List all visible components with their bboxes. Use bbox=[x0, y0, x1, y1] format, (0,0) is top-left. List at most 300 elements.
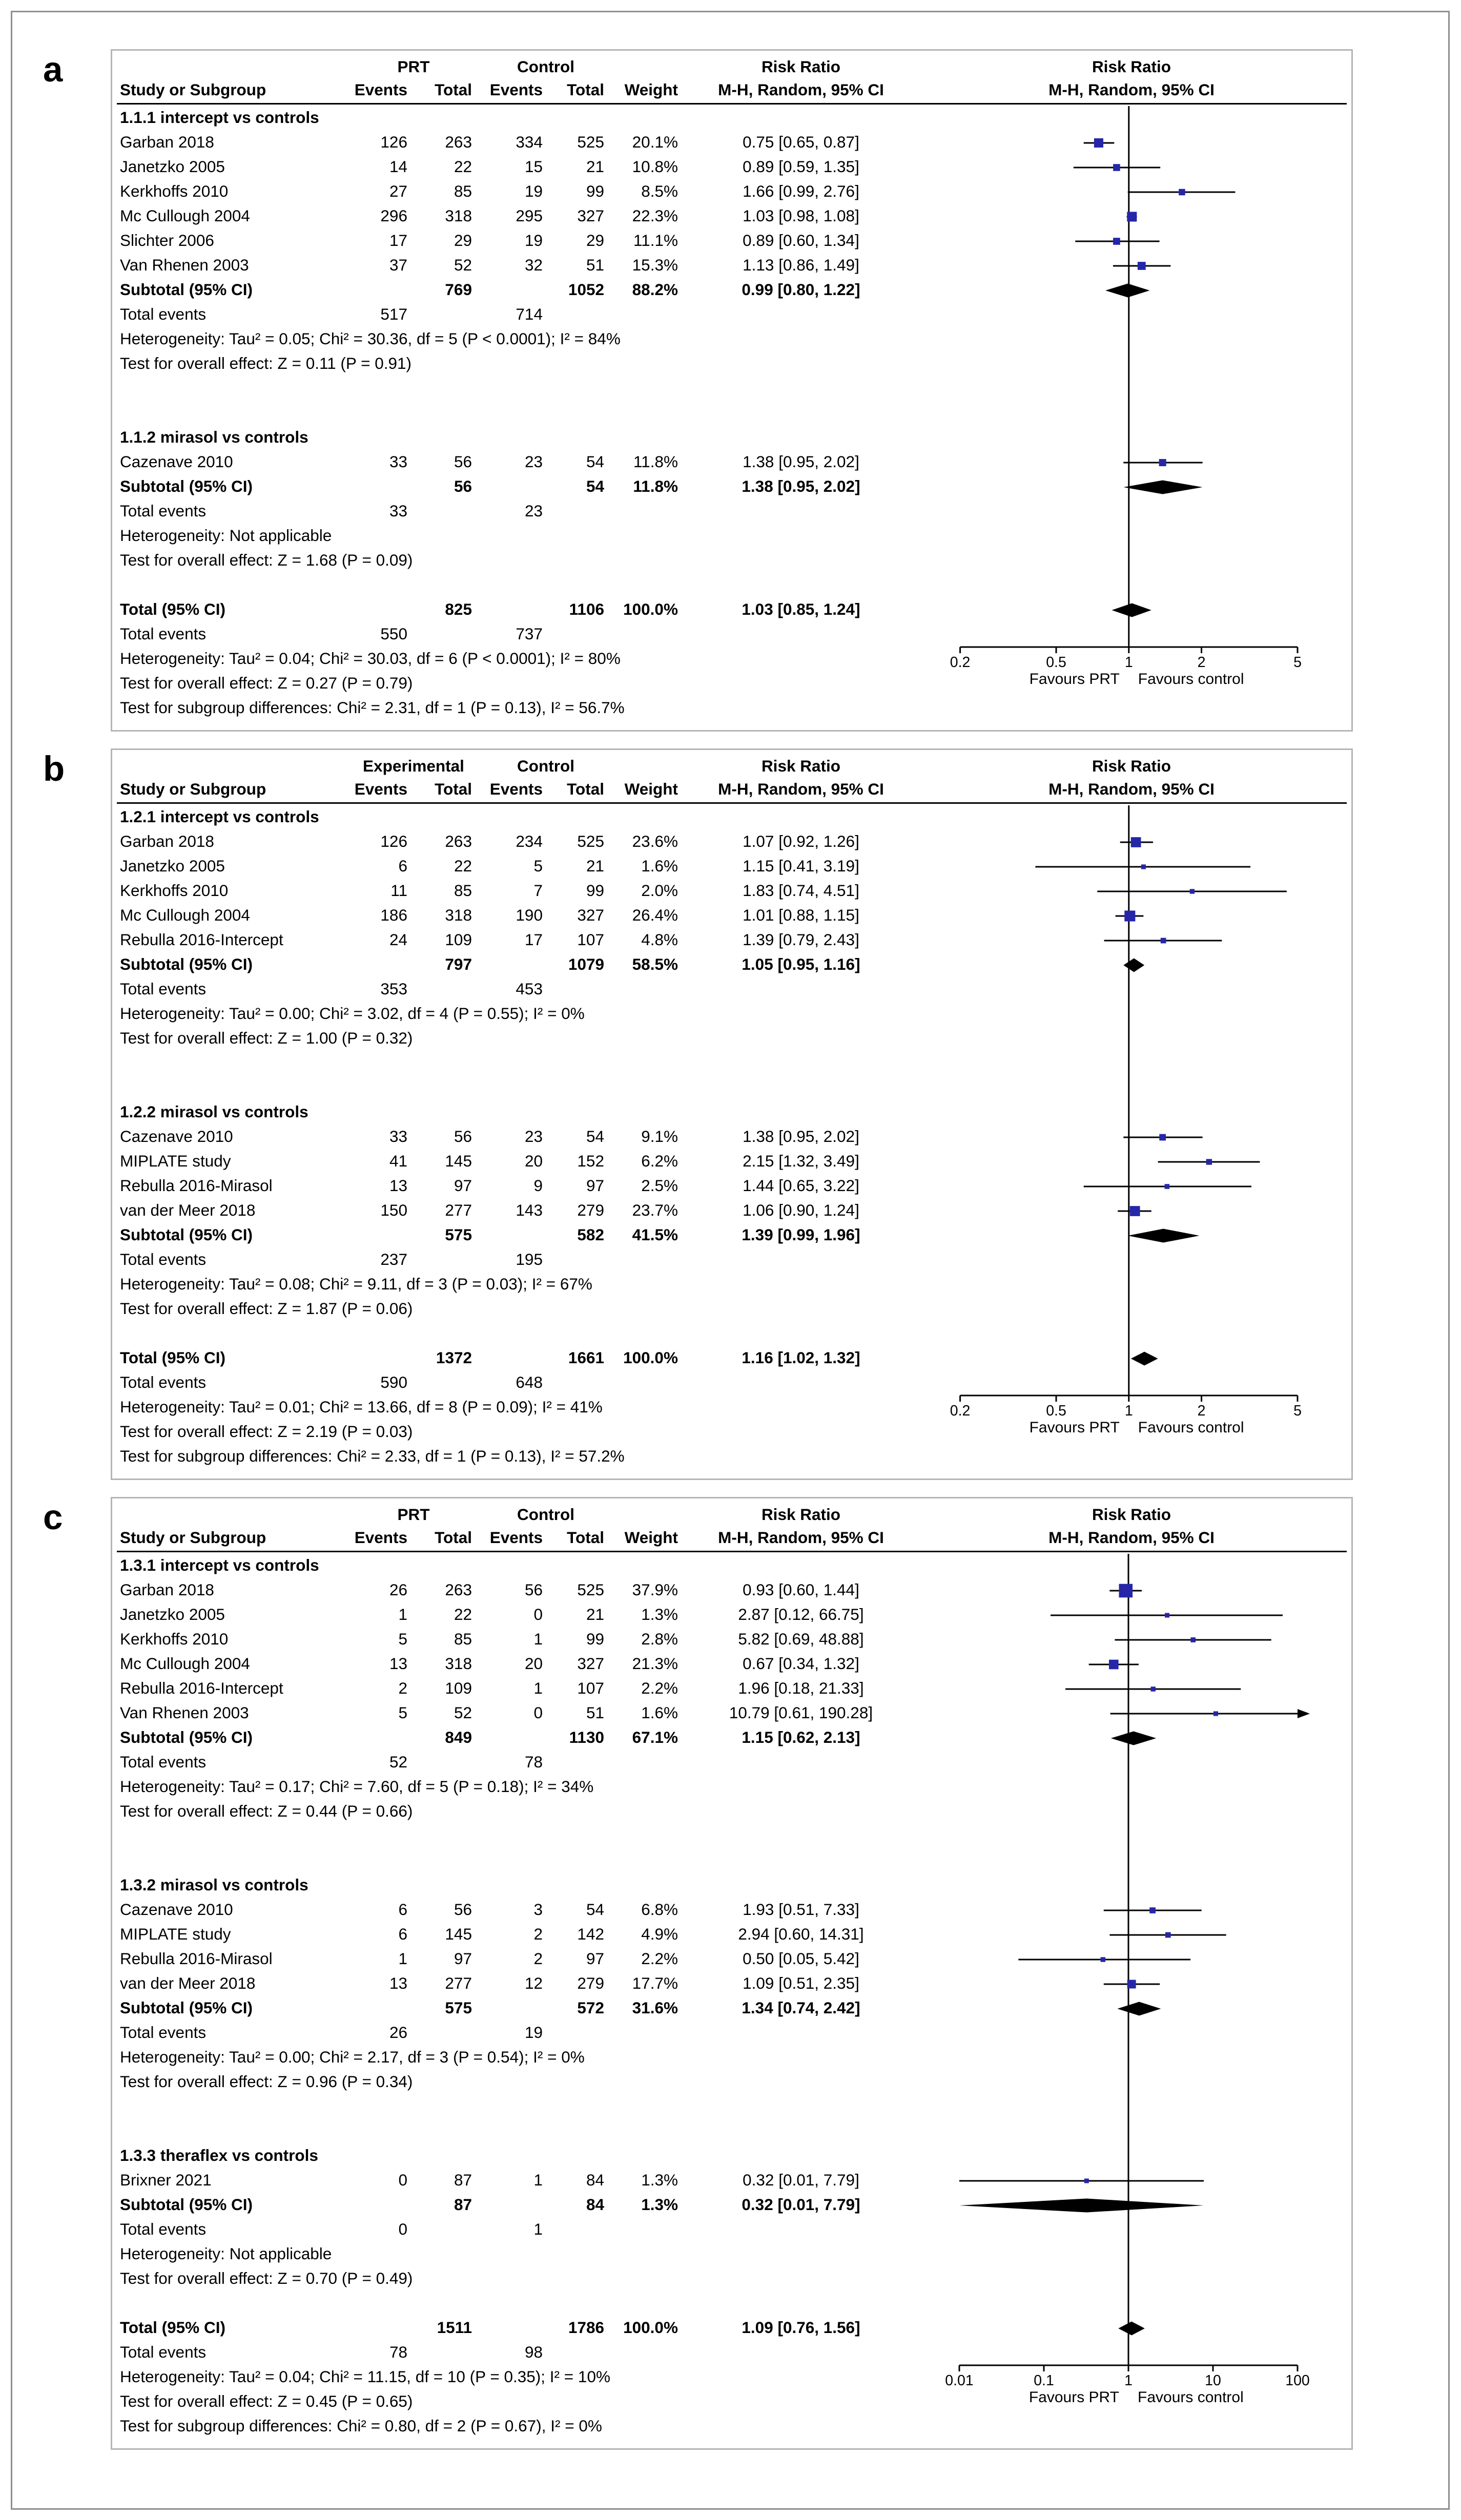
panel-label: a bbox=[43, 49, 63, 89]
study-name: Mc Cullough 2004 bbox=[120, 907, 250, 925]
weight-cell: 10.8% bbox=[632, 158, 678, 177]
events2-col-header: Events bbox=[489, 81, 543, 100]
total2-cell: 21 bbox=[586, 158, 604, 177]
total2-cell: 84 bbox=[586, 2196, 604, 2215]
heterogeneity-row-text: Heterogeneity: Not applicable bbox=[120, 527, 332, 546]
study-name: Mc Cullough 2004 bbox=[120, 1655, 250, 1674]
total1-cell: 575 bbox=[445, 1226, 472, 1245]
effect-square bbox=[1138, 262, 1146, 270]
events2-col-header: Events bbox=[489, 781, 543, 799]
total2-cell: 99 bbox=[586, 882, 604, 901]
ci-label: 0.32 [0.01, 7.79] bbox=[742, 2196, 860, 2215]
total1-col-header: Total bbox=[435, 81, 472, 100]
events1-cell: 150 bbox=[380, 1202, 407, 1220]
weight-cell: 20.1% bbox=[632, 134, 678, 152]
total1-col-header: Total bbox=[435, 1529, 472, 1548]
pooled-diamond bbox=[1111, 1732, 1156, 1745]
ci-label: 10.79 [0.61, 190.28] bbox=[729, 1704, 873, 1723]
pooled-diamond bbox=[1112, 603, 1151, 617]
total2-cell: 525 bbox=[577, 134, 604, 152]
events1-cell: 186 bbox=[380, 907, 407, 925]
total1-cell: 825 bbox=[445, 601, 472, 619]
weight-cell: 100.0% bbox=[623, 1349, 678, 1368]
total2-cell: 327 bbox=[577, 207, 604, 226]
total2-cell: 1661 bbox=[568, 1349, 604, 1368]
total2-cell: 525 bbox=[577, 1581, 604, 1600]
study-name: Janetzko 2005 bbox=[120, 1606, 225, 1625]
events2-cell: 7 bbox=[533, 882, 543, 901]
effect-square bbox=[1150, 1686, 1155, 1691]
forest-panel-a bbox=[111, 49, 1353, 732]
weight-cell: 41.5% bbox=[632, 1226, 678, 1245]
weight-cell: 11.1% bbox=[633, 232, 678, 251]
effect-square bbox=[1149, 1907, 1156, 1913]
events1-cell: 26 bbox=[389, 2024, 407, 2043]
axis-tick-label: 2 bbox=[1197, 1403, 1206, 1419]
events2-cell: 0 bbox=[533, 1704, 543, 1723]
total-events-label: Total events bbox=[120, 626, 207, 644]
axis-tick-label: 1 bbox=[1124, 654, 1133, 671]
effect-square bbox=[1165, 1613, 1169, 1617]
panel-label: b bbox=[43, 748, 65, 788]
method-plot-header: M-H, Random, 95% CI bbox=[1048, 781, 1215, 799]
study-name: Kerkhoffs 2010 bbox=[120, 183, 229, 201]
events2-cell: 0 bbox=[533, 1606, 543, 1625]
total2-cell: 99 bbox=[586, 183, 604, 201]
events2-cell: 20 bbox=[524, 1655, 543, 1674]
subgroup-test-row-text: Test for subgroup differences: Chi² = 2.31, df = 1 (P = 0.13), I² = 56.7% bbox=[120, 699, 625, 718]
group2-header: Control bbox=[517, 58, 574, 77]
total2-cell: 1079 bbox=[568, 956, 604, 974]
effect-square bbox=[1190, 889, 1195, 893]
weight-cell: 37.9% bbox=[632, 1581, 678, 1600]
study-name: van der Meer 2018 bbox=[120, 1975, 256, 1993]
total2-cell: 99 bbox=[586, 1631, 604, 1649]
total1-cell: 277 bbox=[445, 1975, 472, 1993]
total-events-label: Total events bbox=[120, 1754, 207, 1772]
events1-cell: 1 bbox=[398, 1950, 407, 1969]
effect-square bbox=[1165, 1932, 1171, 1938]
subgroup-test-row-text: Test for subgroup differences: Chi² = 2.33, df = 1 (P = 0.13), I² = 57.2% bbox=[120, 1448, 625, 1466]
events2-cell: 20 bbox=[524, 1153, 543, 1171]
events2-cell: 648 bbox=[516, 1374, 543, 1392]
axis-tick-label: 0.5 bbox=[1046, 654, 1066, 671]
total2-cell: 1106 bbox=[569, 601, 604, 619]
total2-cell: 525 bbox=[577, 833, 604, 851]
weight-cell: 21.3% bbox=[632, 1655, 678, 1674]
weight-cell: 67.1% bbox=[632, 1729, 678, 1747]
events2-cell: 12 bbox=[524, 1975, 543, 1993]
ci-label: 0.89 [0.60, 1.34] bbox=[743, 232, 859, 251]
group2-header: Control bbox=[517, 1506, 574, 1525]
events2-cell: 19 bbox=[524, 2024, 543, 2043]
events2-cell: 1 bbox=[533, 2221, 543, 2239]
risk-ratio-plot-header: Risk Ratio bbox=[1092, 58, 1171, 77]
total2-col-header: Total bbox=[567, 1529, 604, 1548]
heterogeneity-row-text: Heterogeneity: Tau² = 0.17; Chi² = 7.60, df = 5 (P = 0.18); I² = 34% bbox=[120, 1778, 594, 1797]
total1-cell: 145 bbox=[445, 1926, 472, 1944]
header-row-columns bbox=[117, 779, 1347, 802]
events2-cell: 19 bbox=[524, 232, 543, 251]
heterogeneity-row-text: Heterogeneity: Tau² = 0.00; Chi² = 3.02, df = 4 (P = 0.55); I² = 0% bbox=[120, 1005, 585, 1024]
events2-cell: 23 bbox=[524, 453, 543, 472]
total2-cell: 29 bbox=[586, 232, 604, 251]
heterogeneity-row-text: Heterogeneity: Not applicable bbox=[120, 2245, 332, 2264]
events2-cell: 9 bbox=[533, 1177, 543, 1196]
weight-col-header: Weight bbox=[624, 1529, 678, 1548]
total2-cell: 54 bbox=[586, 453, 604, 472]
study-name: Cazenave 2010 bbox=[120, 1128, 233, 1147]
total-events-label: Total events bbox=[120, 2344, 207, 2362]
events1-cell: 13 bbox=[389, 1655, 407, 1674]
total1-cell: 1511 bbox=[437, 2319, 472, 2338]
weight-cell: 2.2% bbox=[641, 1680, 678, 1698]
ci-label: 1.15 [0.62, 2.13] bbox=[742, 1729, 860, 1747]
weight-cell: 88.2% bbox=[632, 281, 678, 300]
effect-square bbox=[1094, 138, 1103, 148]
favours-right-label: Favours control bbox=[1138, 2389, 1244, 2406]
effect-square bbox=[1159, 1134, 1166, 1141]
ci-label: 5.82 [0.69, 48.88] bbox=[738, 1631, 864, 1649]
weight-cell: 6.2% bbox=[641, 1153, 678, 1171]
total-events-label: Total events bbox=[120, 2024, 207, 2043]
total1-cell: 277 bbox=[445, 1202, 472, 1220]
events1-col-header: Events bbox=[354, 781, 407, 799]
ci-label: 1.66 [0.99, 2.76] bbox=[743, 183, 859, 201]
total2-cell: 279 bbox=[577, 1202, 604, 1220]
ci-label: 1.03 [0.85, 1.24] bbox=[742, 601, 860, 619]
effect-square bbox=[1101, 1957, 1105, 1962]
ci-label: 1.38 [0.95, 2.02] bbox=[743, 453, 859, 472]
events2-cell: 334 bbox=[516, 134, 543, 152]
ci-label: 1.39 [0.79, 2.43] bbox=[743, 931, 859, 950]
events1-cell: 2 bbox=[398, 1680, 407, 1698]
total2-cell: 54 bbox=[586, 1901, 604, 1920]
plot-body bbox=[117, 805, 1347, 1469]
header-row-groups bbox=[117, 1505, 1347, 1528]
events2-cell: 17 bbox=[524, 931, 543, 950]
events2-col-header: Events bbox=[489, 1529, 543, 1548]
total1-cell: 109 bbox=[445, 1680, 472, 1698]
events2-cell: 143 bbox=[516, 1202, 543, 1220]
risk-ratio-plot-header: Risk Ratio bbox=[1092, 758, 1171, 776]
events2-cell: 23 bbox=[524, 1128, 543, 1147]
weight-cell: 2.8% bbox=[641, 1631, 678, 1649]
method-plot-header: M-H, Random, 95% CI bbox=[1048, 1529, 1215, 1548]
ci-label: 1.34 [0.74, 2.42] bbox=[742, 2000, 860, 2018]
events1-cell: 237 bbox=[380, 1251, 407, 1269]
effect-square bbox=[1159, 459, 1166, 466]
total2-cell: 142 bbox=[577, 1926, 604, 1944]
weight-cell: 58.5% bbox=[632, 956, 678, 974]
overall-effect-row-text: Test for overall effect: Z = 2.19 (P = 0.03) bbox=[120, 1423, 413, 1442]
events2-cell: 19 bbox=[524, 183, 543, 201]
effect-square bbox=[1141, 864, 1146, 869]
effect-square bbox=[1161, 938, 1166, 944]
weight-col-header: Weight bbox=[624, 81, 678, 100]
total-events-label: Total events bbox=[120, 306, 207, 324]
study-name: Brixner 2021 bbox=[120, 2172, 212, 2190]
pooled-diamond bbox=[1131, 1352, 1158, 1366]
weight-cell: 1.3% bbox=[641, 2172, 678, 2190]
forest-plot bbox=[916, 1554, 1347, 2442]
weight-cell: 15.3% bbox=[632, 257, 678, 275]
method-plot-header: M-H, Random, 95% CI bbox=[1048, 81, 1215, 100]
total1-cell: 22 bbox=[454, 1606, 472, 1625]
events1-cell: 6 bbox=[398, 858, 407, 876]
overall-effect-row-text: Test for overall effect: Z = 0.45 (P = 0.65) bbox=[120, 2393, 413, 2411]
effect-square bbox=[1113, 238, 1120, 245]
events2-cell: 23 bbox=[524, 503, 543, 521]
section-title: 1.3.1 intercept vs controls bbox=[120, 1557, 319, 1575]
study-name: Cazenave 2010 bbox=[120, 453, 233, 472]
weight-col-header: Weight bbox=[624, 781, 678, 799]
heterogeneity-row-text: Heterogeneity: Tau² = 0.04; Chi² = 30.03, df = 6 (P < 0.0001); I² = 80% bbox=[120, 650, 621, 669]
events1-cell: 5 bbox=[398, 1631, 407, 1649]
weight-cell: 100.0% bbox=[623, 601, 678, 619]
axis-tick-label: 0.01 bbox=[945, 2372, 974, 2389]
subtotal-row-name: Subtotal (95% CI) bbox=[120, 2196, 253, 2215]
total1-cell: 52 bbox=[454, 257, 472, 275]
total2-col-header: Total bbox=[567, 81, 604, 100]
ci-label: 1.03 [0.98, 1.08] bbox=[743, 207, 859, 226]
overall-effect-row-text: Test for overall effect: Z = 1.87 (P = 0.06) bbox=[120, 1300, 413, 1319]
effect-square bbox=[1084, 2178, 1089, 2183]
weight-cell: 1.3% bbox=[641, 2196, 678, 2215]
events1-cell: 0 bbox=[398, 2172, 407, 2190]
favours-right-label: Favours control bbox=[1138, 1419, 1244, 1436]
overall-effect-row-text: Test for overall effect: Z = 0.11 (P = 0.91) bbox=[120, 355, 412, 373]
total1-cell: 56 bbox=[454, 1128, 472, 1147]
events1-cell: 517 bbox=[380, 306, 407, 324]
study-name: Kerkhoffs 2010 bbox=[120, 1631, 229, 1649]
events1-cell: 6 bbox=[398, 1926, 407, 1944]
study-col-header: Study or Subgroup bbox=[120, 81, 266, 100]
weight-cell: 2.2% bbox=[641, 1950, 678, 1969]
weight-cell: 8.5% bbox=[641, 183, 678, 201]
events1-cell: 11 bbox=[390, 882, 407, 901]
ci-label: 2.94 [0.60, 14.31] bbox=[738, 1926, 864, 1944]
ci-label: 1.93 [0.51, 7.33] bbox=[743, 1901, 859, 1920]
study-name: Rebulla 2016-Mirasol bbox=[120, 1950, 273, 1969]
method-col-header: M-H, Random, 95% CI bbox=[718, 81, 884, 100]
total1-cell: 145 bbox=[445, 1153, 472, 1171]
heterogeneity-row-text: Heterogeneity: Tau² = 0.00; Chi² = 2.17, df = 3 (P = 0.54); I² = 0% bbox=[120, 2049, 585, 2067]
subgroup-test-row-text: Test for subgroup differences: Chi² = 0.80, df = 2 (P = 0.67), I² = 0% bbox=[120, 2418, 602, 2436]
risk-ratio-header: Risk Ratio bbox=[761, 758, 841, 776]
pooled-diamond bbox=[1117, 2002, 1161, 2016]
events2-cell: 1 bbox=[533, 2172, 543, 2190]
weight-cell: 4.9% bbox=[641, 1926, 678, 1944]
overall-effect-row-text: Test for overall effect: Z = 0.96 (P = 0.34) bbox=[120, 2073, 413, 2092]
total2-col-header: Total bbox=[567, 781, 604, 799]
study-name: Van Rhenen 2003 bbox=[120, 257, 249, 275]
axis-tick-label: 1 bbox=[1124, 2372, 1133, 2389]
subtotal-row-name: Subtotal (95% CI) bbox=[120, 1729, 253, 1747]
total-events-label: Total events bbox=[120, 503, 207, 521]
events1-cell: 52 bbox=[389, 1754, 407, 1772]
plot-body bbox=[117, 106, 1347, 721]
total1-cell: 263 bbox=[445, 134, 472, 152]
effect-square bbox=[1113, 164, 1120, 171]
events2-cell: 78 bbox=[524, 1754, 543, 1772]
total1-cell: 849 bbox=[445, 1729, 472, 1747]
total1-cell: 318 bbox=[445, 207, 472, 226]
study-col-header: Study or Subgroup bbox=[120, 781, 266, 799]
events2-cell: 5 bbox=[533, 858, 543, 876]
total2-cell: 21 bbox=[586, 858, 604, 876]
pooled-diamond bbox=[1123, 959, 1144, 972]
axis-tick-label: 10 bbox=[1205, 2372, 1221, 2389]
total2-cell: 582 bbox=[577, 1226, 604, 1245]
overall-effect-row-text: Test for overall effect: Z = 1.00 (P = 0.32) bbox=[120, 1030, 413, 1048]
events1-cell: 13 bbox=[389, 1975, 407, 1993]
study-name: MIPLATE study bbox=[120, 1926, 231, 1944]
heterogeneity-row-text: Heterogeneity: Tau² = 0.08; Chi² = 9.11, df = 3 (P = 0.03); I² = 67% bbox=[120, 1276, 592, 1294]
section-title: 1.1.2 mirasol vs controls bbox=[120, 429, 308, 447]
weight-cell: 17.7% bbox=[632, 1975, 678, 1993]
total1-cell: 22 bbox=[454, 858, 472, 876]
events2-cell: 190 bbox=[516, 907, 543, 925]
effect-square bbox=[1124, 910, 1135, 921]
section-title: 1.2.2 mirasol vs controls bbox=[120, 1103, 308, 1122]
total2-cell: 279 bbox=[577, 1975, 604, 1993]
ci-label: 1.16 [1.02, 1.32] bbox=[742, 1349, 860, 1368]
study-name: Cazenave 2010 bbox=[120, 1901, 233, 1920]
ci-label: 0.67 [0.34, 1.32] bbox=[743, 1655, 859, 1674]
events1-cell: 14 bbox=[389, 158, 407, 177]
total1-cell: 263 bbox=[445, 1581, 472, 1600]
axis-tick-label: 0.2 bbox=[950, 654, 971, 671]
ci-label: 1.38 [0.95, 2.02] bbox=[743, 1128, 859, 1147]
subtotal-row-name: Subtotal (95% CI) bbox=[120, 478, 253, 496]
favours-right-label: Favours control bbox=[1138, 671, 1244, 688]
events1-cell: 13 bbox=[389, 1177, 407, 1196]
forest-plot bbox=[916, 106, 1347, 724]
total1-cell: 318 bbox=[445, 1655, 472, 1674]
weight-cell: 100.0% bbox=[623, 2319, 678, 2338]
section-title: 1.3.3 theraflex vs controls bbox=[120, 2147, 318, 2165]
total-events-label: Total events bbox=[120, 1374, 207, 1392]
effect-square bbox=[1165, 1184, 1170, 1189]
overall-effect-row-text: Test for overall effect: Z = 0.27 (P = 0.79) bbox=[120, 675, 413, 693]
ci-label: 0.89 [0.59, 1.35] bbox=[743, 158, 859, 177]
weight-cell: 26.4% bbox=[632, 907, 678, 925]
ci-label: 0.99 [0.80, 1.22] bbox=[742, 281, 860, 300]
total1-cell: 52 bbox=[454, 1704, 472, 1723]
weight-cell: 1.6% bbox=[641, 1704, 678, 1723]
events1-cell: 590 bbox=[380, 1374, 407, 1392]
total1-cell: 109 bbox=[445, 931, 472, 950]
events2-cell: 32 bbox=[524, 257, 543, 275]
total2-cell: 97 bbox=[586, 1177, 604, 1196]
total-events-label: Total events bbox=[120, 2221, 207, 2239]
total1-cell: 575 bbox=[445, 2000, 472, 2018]
events1-cell: 17 bbox=[389, 232, 407, 251]
total1-cell: 85 bbox=[454, 1631, 472, 1649]
total2-cell: 54 bbox=[586, 1128, 604, 1147]
events1-cell: 5 bbox=[398, 1704, 407, 1723]
effect-square bbox=[1127, 1980, 1136, 1989]
total1-cell: 56 bbox=[454, 1901, 472, 1920]
weight-cell: 2.5% bbox=[641, 1177, 678, 1196]
total1-cell: 56 bbox=[454, 453, 472, 472]
pooled-diamond bbox=[1128, 1229, 1200, 1243]
ci-label: 1.07 [0.92, 1.26] bbox=[743, 833, 859, 851]
ci-label: 2.87 [0.12, 66.75] bbox=[738, 1606, 864, 1625]
weight-cell: 22.3% bbox=[632, 207, 678, 226]
weight-cell: 6.8% bbox=[641, 1901, 678, 1920]
heterogeneity-row-text: Heterogeneity: Tau² = 0.05; Chi² = 30.36, df = 5 (P < 0.0001); I² = 84% bbox=[120, 330, 621, 349]
events2-cell: 234 bbox=[516, 833, 543, 851]
axis-tick-label: 0.1 bbox=[1034, 2372, 1054, 2389]
events2-cell: 195 bbox=[516, 1251, 543, 1269]
weight-cell: 11.8% bbox=[633, 453, 678, 472]
events2-cell: 56 bbox=[524, 1581, 543, 1600]
favours-left-label: Favours PRT bbox=[1029, 671, 1120, 688]
weight-cell: 1.3% bbox=[641, 1606, 678, 1625]
axis-tick-label: 0.5 bbox=[1046, 1403, 1066, 1419]
group1-header: Experimental bbox=[363, 758, 464, 776]
forest-panel-row bbox=[43, 1497, 1461, 2450]
subtotal-row-name: Subtotal (95% CI) bbox=[120, 281, 253, 300]
total2-cell: 327 bbox=[577, 1655, 604, 1674]
forest-plot bbox=[916, 805, 1347, 1472]
events1-cell: 37 bbox=[389, 257, 407, 275]
study-col-header: Study or Subgroup bbox=[120, 1529, 266, 1548]
total1-cell: 56 bbox=[454, 478, 472, 496]
total2-cell: 54 bbox=[586, 478, 604, 496]
events1-col-header: Events bbox=[354, 81, 407, 100]
study-name: van der Meer 2018 bbox=[120, 1202, 256, 1220]
events1-cell: 41 bbox=[389, 1153, 407, 1171]
total1-cell: 769 bbox=[445, 281, 472, 300]
total2-cell: 107 bbox=[577, 931, 604, 950]
ci-label: 1.15 [0.41, 3.19] bbox=[743, 858, 859, 876]
ci-label: 1.13 [0.86, 1.49] bbox=[743, 257, 859, 275]
effect-square bbox=[1131, 837, 1141, 847]
plot-header bbox=[117, 756, 1347, 804]
ci-label: 1.38 [0.95, 2.02] bbox=[742, 478, 860, 496]
total2-cell: 1130 bbox=[569, 1729, 604, 1747]
overall-effect-row-text: Test for overall effect: Z = 0.70 (P = 0.49) bbox=[120, 2270, 413, 2288]
axis-tick-label: 5 bbox=[1293, 1403, 1302, 1419]
study-name: Slichter 2006 bbox=[120, 232, 214, 251]
total2-cell: 572 bbox=[577, 2000, 604, 2018]
heterogeneity-row-text: Heterogeneity: Tau² = 0.04; Chi² = 11.15, df = 10 (P = 0.35); I² = 10% bbox=[120, 2368, 610, 2387]
total-row-name: Total (95% CI) bbox=[120, 2319, 225, 2338]
total1-cell: 1372 bbox=[436, 1349, 472, 1368]
effect-square bbox=[1179, 189, 1185, 195]
weight-cell: 9.1% bbox=[641, 1128, 678, 1147]
total2-cell: 97 bbox=[586, 1950, 604, 1969]
effect-square bbox=[1130, 1206, 1140, 1216]
events2-cell: 453 bbox=[516, 981, 543, 999]
total2-cell: 152 bbox=[577, 1153, 604, 1171]
total-events-label: Total events bbox=[120, 981, 207, 999]
section-title: 1.3.2 mirasol vs controls bbox=[120, 1877, 308, 1895]
study-name: MIPLATE study bbox=[120, 1153, 231, 1171]
events1-cell: 26 bbox=[389, 1581, 407, 1600]
ci-label: 1.09 [0.76, 1.56] bbox=[742, 2319, 860, 2338]
total1-cell: 97 bbox=[454, 1177, 472, 1196]
effect-square bbox=[1119, 1584, 1133, 1598]
ci-label: 1.44 [0.65, 3.22] bbox=[743, 1177, 859, 1196]
study-name: Mc Cullough 2004 bbox=[120, 207, 250, 226]
panel-label: c bbox=[43, 1497, 63, 1537]
study-name: Rebulla 2016-Intercept bbox=[120, 931, 283, 950]
total-row-name: Total (95% CI) bbox=[120, 601, 225, 619]
